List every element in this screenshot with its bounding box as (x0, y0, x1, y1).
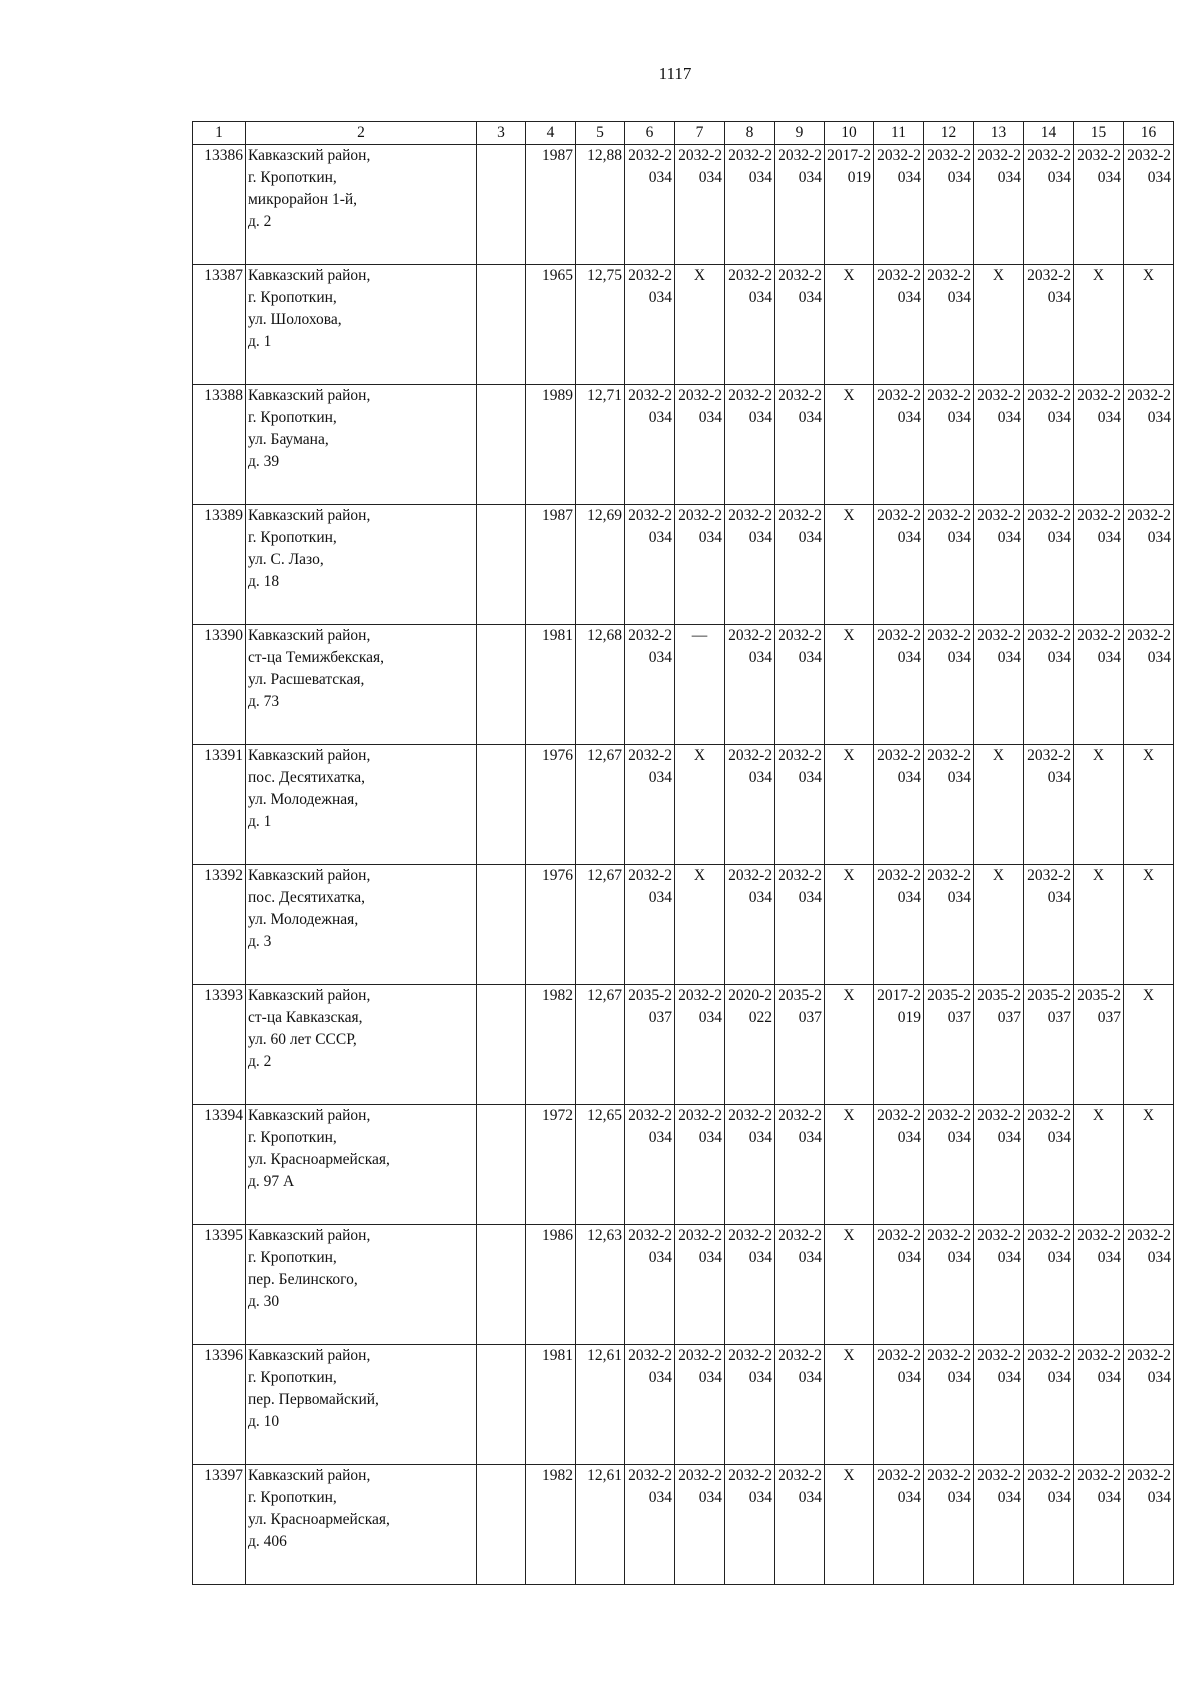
period-cell: Х (825, 865, 874, 985)
period-cell: 2032-2034 (775, 745, 825, 865)
address-line: д. 18 (248, 573, 280, 590)
address-line: ул. Молодежная, (248, 791, 359, 808)
column-header-5: 5 (576, 122, 625, 145)
address-line: ст-ца Темижбекская, (248, 649, 384, 666)
column-header-9: 9 (775, 122, 825, 145)
year-cell: 1987 (526, 145, 576, 265)
table-row (193, 265, 1174, 385)
row-number: 13389 (193, 505, 246, 625)
period-cell: 2032-2034 (1074, 145, 1124, 265)
period-cell: 2032-2034 (725, 625, 775, 745)
period-cell: 2032-2034 (775, 385, 825, 505)
period-cell: 2032-2034 (924, 265, 974, 385)
period-cell: 2032-2034 (625, 145, 675, 265)
period-cell: 2032-2034 (1074, 1345, 1124, 1465)
period-cell: 2032-2034 (924, 505, 974, 625)
address-line: Кавказский район, (248, 747, 371, 764)
table-body (193, 145, 1174, 1585)
period-cell: 2035-2037 (625, 985, 675, 1105)
period-cell: 2032-2034 (725, 745, 775, 865)
period-cell: Х (1124, 985, 1174, 1105)
period-cell: 2032-2034 (775, 625, 825, 745)
address-line: д. 2 (248, 213, 272, 230)
period-cell: 2032-2034 (675, 385, 725, 505)
column-header-1: 1 (193, 122, 246, 145)
year-cell: 1982 (526, 1465, 576, 1585)
period-cell: 2032-2034 (1024, 265, 1074, 385)
address-line: пос. Десятихатка, (248, 889, 366, 906)
period-cell: 2032-2034 (874, 745, 924, 865)
period-cell: — (675, 625, 725, 745)
period-cell: 2032-2034 (1124, 1345, 1174, 1465)
column-header-7: 7 (675, 122, 725, 145)
period-cell: 2032-2034 (1024, 1105, 1074, 1225)
column-3-cell (477, 985, 526, 1105)
period-cell: 2032-2034 (974, 625, 1024, 745)
address-line: Кавказский район, (248, 387, 371, 404)
period-cell: 2032-2034 (1074, 1225, 1124, 1345)
column-header-15: 15 (1074, 122, 1124, 145)
period-cell: Х (825, 505, 874, 625)
address-line: д. 39 (248, 453, 280, 470)
row-number: 13393 (193, 985, 246, 1105)
address-line: Кавказский район, (248, 267, 371, 284)
year-cell: 1982 (526, 985, 576, 1105)
address-line: д. 1 (248, 813, 272, 830)
address-line: г. Кропоткин, (248, 529, 337, 546)
address-line: г. Кропоткин, (248, 1129, 337, 1146)
period-cell: Х (1124, 745, 1174, 865)
address-line: Кавказский район, (248, 1227, 371, 1244)
page-number: 1117 (658, 64, 692, 83)
period-cell: Х (675, 865, 725, 985)
table-row (193, 505, 1174, 625)
period-cell: 2032-2034 (1124, 1225, 1174, 1345)
period-cell: 2032-2034 (1024, 865, 1074, 985)
address-line: ул. 60 лет СССР, (248, 1031, 357, 1048)
period-cell: 2032-2034 (874, 1345, 924, 1465)
year-cell: 1986 (526, 1225, 576, 1345)
address-cell (246, 745, 477, 865)
period-cell: 2032-2034 (675, 1225, 725, 1345)
period-cell: 2032-2034 (775, 1345, 825, 1465)
period-cell: 2032-2034 (1124, 1465, 1174, 1585)
year-cell: 1976 (526, 745, 576, 865)
row-number: 13387 (193, 265, 246, 385)
period-cell: 2032-2034 (675, 1345, 725, 1465)
period-cell: 2032-2034 (924, 1345, 974, 1465)
period-cell: 2032-2034 (924, 145, 974, 265)
period-cell: 2032-2034 (874, 385, 924, 505)
period-cell: 2032-2034 (1074, 385, 1124, 505)
period-cell: 2032-2034 (1124, 625, 1174, 745)
period-cell: Х (825, 625, 874, 745)
period-cell: 2032-2034 (974, 385, 1024, 505)
address-line: ст-ца Кавказская, (248, 1009, 363, 1026)
column-3-cell (477, 1105, 526, 1225)
period-cell: 2032-2034 (1074, 625, 1124, 745)
period-cell: 2032-2034 (625, 1345, 675, 1465)
address-line: г. Кропоткин, (248, 169, 337, 186)
address-cell (246, 625, 477, 745)
value-cell: 12,63 (576, 1225, 625, 1345)
year-cell: 1987 (526, 505, 576, 625)
column-header-11: 11 (874, 122, 924, 145)
table-row (193, 1225, 1174, 1345)
address-line: Кавказский район, (248, 1107, 371, 1124)
period-cell: 2032-2034 (775, 865, 825, 985)
period-cell: 2032-2034 (1024, 1225, 1074, 1345)
column-header-14: 14 (1024, 122, 1074, 145)
value-cell: 12,69 (576, 505, 625, 625)
period-cell: 2032-2034 (625, 865, 675, 985)
address-line: микрорайон 1-й, (248, 191, 358, 208)
period-cell: 2032-2034 (775, 145, 825, 265)
value-cell: 12,68 (576, 625, 625, 745)
period-cell: 2032-2034 (974, 505, 1024, 625)
period-cell: 2032-2034 (675, 985, 725, 1105)
period-cell: Х (974, 865, 1024, 985)
period-cell: 2032-2034 (625, 505, 675, 625)
period-cell: 2032-2034 (625, 1225, 675, 1345)
year-cell: 1981 (526, 1345, 576, 1465)
period-cell: 2032-2034 (924, 385, 974, 505)
address-cell (246, 985, 477, 1105)
period-cell: 2032-2034 (625, 1105, 675, 1225)
period-cell: 2032-2034 (874, 505, 924, 625)
address-line: д. 3 (248, 933, 272, 950)
period-cell: 2032-2034 (874, 625, 924, 745)
address-line: ул. Шолохова, (248, 311, 342, 328)
period-cell: Х (825, 745, 874, 865)
value-cell: 12,65 (576, 1105, 625, 1225)
period-cell: 2032-2034 (1024, 385, 1074, 505)
period-cell: 2032-2034 (924, 1465, 974, 1585)
value-cell: 12,75 (576, 265, 625, 385)
period-cell: Х (974, 265, 1024, 385)
column-header-12: 12 (924, 122, 974, 145)
period-cell: 2032-2034 (974, 1225, 1024, 1345)
period-cell: 2032-2034 (924, 865, 974, 985)
period-cell: 2032-2034 (1024, 1465, 1074, 1585)
address-line: Кавказский район, (248, 627, 371, 644)
period-cell: 2032-2034 (1074, 505, 1124, 625)
period-cell: 2020-2022 (725, 985, 775, 1105)
column-3-cell (477, 385, 526, 505)
period-cell: 2032-2034 (1024, 625, 1074, 745)
period-cell: 2032-2034 (625, 385, 675, 505)
column-header-2: 2 (246, 122, 477, 145)
period-cell: 2032-2034 (625, 625, 675, 745)
table-row (193, 145, 1174, 265)
period-cell: 2032-2034 (1024, 505, 1074, 625)
table-row (193, 985, 1174, 1105)
period-cell: 2032-2034 (675, 145, 725, 265)
period-cell: 2032-2034 (1124, 385, 1174, 505)
period-cell: 2032-2034 (775, 1225, 825, 1345)
period-cell: 2032-2034 (775, 1105, 825, 1225)
address-cell (246, 265, 477, 385)
period-cell: 2032-2034 (725, 865, 775, 985)
column-header-6: 6 (625, 122, 675, 145)
year-cell: 1989 (526, 385, 576, 505)
period-cell: 2032-2034 (675, 505, 725, 625)
period-cell: Х (1074, 865, 1124, 985)
row-number: 13395 (193, 1225, 246, 1345)
period-cell: 2032-2034 (924, 1225, 974, 1345)
column-3-cell (477, 1225, 526, 1345)
column-header-3: 3 (477, 122, 526, 145)
period-cell: Х (825, 1225, 874, 1345)
column-3-cell (477, 265, 526, 385)
period-cell: Х (825, 985, 874, 1105)
table-row (193, 1345, 1174, 1465)
year-cell: 1972 (526, 1105, 576, 1225)
period-cell: 2032-2034 (1024, 145, 1074, 265)
period-cell: 2032-2034 (924, 625, 974, 745)
period-cell: 2032-2034 (874, 1225, 924, 1345)
address-line: г. Кропоткин, (248, 1249, 337, 1266)
period-cell: 2017-2019 (825, 145, 874, 265)
address-line: ул. Красноармейская, (248, 1511, 390, 1528)
table-row (193, 745, 1174, 865)
address-line: ул. С. Лазо, (248, 551, 324, 568)
period-cell: 2032-2034 (1074, 1465, 1124, 1585)
period-cell: Х (1124, 1105, 1174, 1225)
column-3-cell (477, 865, 526, 985)
period-cell: Х (1124, 265, 1174, 385)
column-3-cell (477, 745, 526, 865)
address-line: ул. Красноармейская, (248, 1151, 390, 1168)
value-cell: 12,71 (576, 385, 625, 505)
address-cell (246, 385, 477, 505)
address-line: пос. Десятихатка, (248, 769, 366, 786)
period-cell: 2035-2037 (924, 985, 974, 1105)
address-line: Кавказский район, (248, 1467, 371, 1484)
period-cell: Х (825, 265, 874, 385)
period-cell: 2032-2034 (775, 505, 825, 625)
column-3-cell (477, 1465, 526, 1585)
address-cell (246, 865, 477, 985)
period-cell: Х (825, 1345, 874, 1465)
period-cell: Х (825, 1465, 874, 1585)
address-line: д. 97 А (248, 1173, 295, 1190)
address-line: ул. Баумана, (248, 431, 329, 448)
period-cell: Х (1124, 865, 1174, 985)
period-cell: 2032-2034 (1024, 1345, 1074, 1465)
period-cell: 2032-2034 (874, 865, 924, 985)
table-row (193, 1105, 1174, 1225)
address-line: г. Кропоткин, (248, 409, 337, 426)
period-cell: 2032-2034 (725, 1465, 775, 1585)
header-row (193, 122, 1174, 145)
address-line: ул. Молодежная, (248, 911, 359, 928)
column-header-13: 13 (974, 122, 1024, 145)
period-cell: 2035-2037 (974, 985, 1024, 1105)
value-cell: 12,67 (576, 865, 625, 985)
address-line: пер. Белинского, (248, 1271, 358, 1288)
address-line: д. 2 (248, 1053, 272, 1070)
period-cell: Х (825, 1105, 874, 1225)
period-cell: 2017-2019 (874, 985, 924, 1105)
period-cell: 2035-2037 (775, 985, 825, 1105)
period-cell: 2032-2034 (675, 1105, 725, 1225)
period-cell: Х (974, 745, 1024, 865)
period-cell: 2032-2034 (874, 145, 924, 265)
address-cell (246, 1225, 477, 1345)
period-cell: Х (675, 745, 725, 865)
row-number: 13388 (193, 385, 246, 505)
period-cell: 2032-2034 (924, 1105, 974, 1225)
period-cell: 2032-2034 (725, 1105, 775, 1225)
period-cell: 2032-2034 (625, 1465, 675, 1585)
row-number: 13390 (193, 625, 246, 745)
year-cell: 1965 (526, 265, 576, 385)
column-3-cell (477, 1345, 526, 1465)
year-cell: 1976 (526, 865, 576, 985)
value-cell: 12,67 (576, 745, 625, 865)
address-line: д. 10 (248, 1413, 280, 1430)
address-line: д. 30 (248, 1293, 280, 1310)
period-cell: 2032-2034 (924, 745, 974, 865)
period-cell: 2032-2034 (974, 1465, 1024, 1585)
value-cell: 12,61 (576, 1345, 625, 1465)
period-cell: 2032-2034 (725, 1225, 775, 1345)
period-cell: 2032-2034 (974, 1105, 1024, 1225)
row-number: 13392 (193, 865, 246, 985)
period-cell: 2032-2034 (874, 1105, 924, 1225)
address-line: Кавказский район, (248, 987, 371, 1004)
row-number: 13394 (193, 1105, 246, 1225)
period-cell: 2032-2034 (874, 265, 924, 385)
year-cell: 1981 (526, 625, 576, 745)
address-cell (246, 1345, 477, 1465)
period-cell: 2032-2034 (725, 385, 775, 505)
period-cell: 2032-2034 (974, 145, 1024, 265)
period-cell: 2032-2034 (675, 1465, 725, 1585)
address-line: д. 73 (248, 693, 280, 710)
period-cell: 2032-2034 (725, 145, 775, 265)
column-3-cell (477, 625, 526, 745)
address-cell (246, 1465, 477, 1585)
period-cell: 2032-2034 (775, 265, 825, 385)
period-cell: 2032-2034 (1124, 505, 1174, 625)
period-cell: 2032-2034 (874, 1465, 924, 1585)
period-cell: Х (825, 385, 874, 505)
value-cell: 12,88 (576, 145, 625, 265)
row-number: 13386 (193, 145, 246, 265)
table-row (193, 385, 1174, 505)
period-cell: 2035-2037 (1074, 985, 1124, 1105)
period-cell: 2032-2034 (625, 745, 675, 865)
period-cell: 2032-2034 (725, 265, 775, 385)
column-3-cell (477, 505, 526, 625)
column-header-4: 4 (526, 122, 576, 145)
address-line: Кавказский район, (248, 1347, 371, 1364)
table-row (193, 865, 1174, 985)
period-cell: 2032-2034 (1024, 745, 1074, 865)
table-row (193, 1465, 1174, 1585)
period-cell: Х (1074, 265, 1124, 385)
address-line: ул. Расшеватская, (248, 671, 365, 688)
period-cell: 2032-2034 (775, 1465, 825, 1585)
period-cell: 2032-2034 (625, 265, 675, 385)
address-line: Кавказский район, (248, 867, 371, 884)
period-cell: 2032-2034 (1124, 145, 1174, 265)
period-cell: Х (1074, 745, 1124, 865)
address-line: г. Кропоткин, (248, 289, 337, 306)
column-header-10: 10 (825, 122, 874, 145)
address-cell (246, 1105, 477, 1225)
period-cell: Х (1074, 1105, 1124, 1225)
period-cell: 2032-2034 (725, 505, 775, 625)
address-cell (246, 145, 477, 265)
address-line: г. Кропоткин, (248, 1489, 337, 1506)
address-line: Кавказский район, (248, 147, 371, 164)
column-header-8: 8 (725, 122, 775, 145)
value-cell: 12,61 (576, 1465, 625, 1585)
period-cell: 2035-2037 (1024, 985, 1074, 1105)
table-row (193, 625, 1174, 745)
period-cell: Х (675, 265, 725, 385)
row-number: 13396 (193, 1345, 246, 1465)
period-cell: 2032-2034 (725, 1345, 775, 1465)
row-number: 13397 (193, 1465, 246, 1585)
column-3-cell (477, 145, 526, 265)
address-line: д. 406 (248, 1533, 287, 1550)
housing-registry-table (192, 121, 1174, 1585)
period-cell: 2032-2034 (974, 1345, 1024, 1465)
address-line: пер. Первомайский, (248, 1391, 379, 1408)
address-cell (246, 505, 477, 625)
column-header-16: 16 (1124, 122, 1174, 145)
value-cell: 12,67 (576, 985, 625, 1105)
address-line: д. 1 (248, 333, 272, 350)
address-line: г. Кропоткин, (248, 1369, 337, 1386)
row-number: 13391 (193, 745, 246, 865)
address-line: Кавказский район, (248, 507, 371, 524)
